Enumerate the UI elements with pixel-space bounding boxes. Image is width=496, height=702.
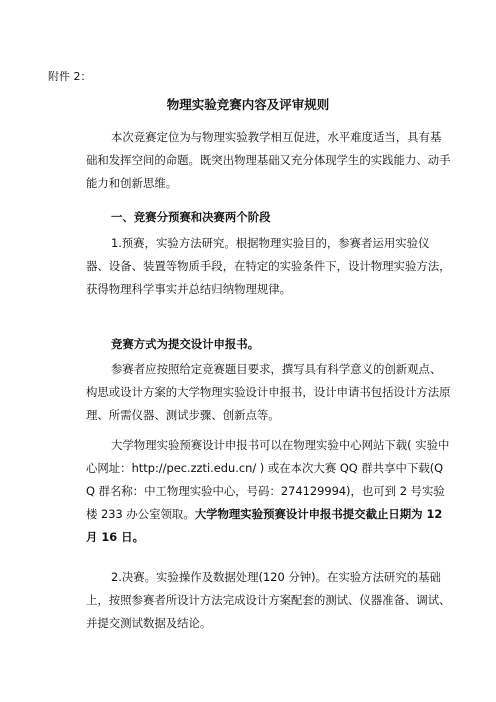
document-title: 物理实验竞赛内容及评审规则	[166, 97, 330, 112]
final-paragraph: 2.决赛。实验操作及数据处理(120 分钟)。在实验方法研究的基础上，按照参赛者所设计方法完成设计方案配套的测试、仪器准备、调试、并提交测试数据及结论。	[86, 570, 451, 630]
section-heading-stages: 一、竞赛分预赛和决赛两个阶段	[111, 210, 271, 224]
method-heading: 竞赛方式为提交设计申报书。	[111, 337, 260, 351]
prelim-paragraph: 1.预赛，实验方法研究。根据物理实验目的，参赛者运用实验仪器、设备、装置等物质手段，在特定的实验条件下，设计物理实验方法，获得物理科学事实并总结归纳物理规律。	[86, 236, 451, 296]
deadline-text: 大学物理实验预赛设计申报书提交截止日期为 12 月 16 日。	[86, 507, 443, 544]
report-paragraph: 参赛者应按照给定竞赛题目要求，撰写具有科学意义的创新观点、构思或设计方案的大学物理实验设计申报书，设计申请书包括设计方法原理、所需仪器、测试步骤、创新点等。	[86, 362, 451, 422]
download-paragraph	[86, 434, 451, 549]
attachment-label: 附件 2：	[48, 70, 92, 83]
download-text: 大学物理实验预赛设计申报书可以在物理实验中心网站下载( 实验中心网址：http://pec.zzti.edu.cn/ ) 或在本次大赛 QQ 群共享中下载(QQ 群名称：中工物理实验中心，号码：274129994)，也可到 2 号实验楼 233 办公室领取。	[86, 438, 450, 521]
intro-paragraph: 本次竞赛定位为与物理实验教学相互促进，水平难度适当，具有基础和发挥空间的命题。既突出物理基础又充分体现学生的实践能力、动手能力和创新思维。	[86, 130, 451, 190]
